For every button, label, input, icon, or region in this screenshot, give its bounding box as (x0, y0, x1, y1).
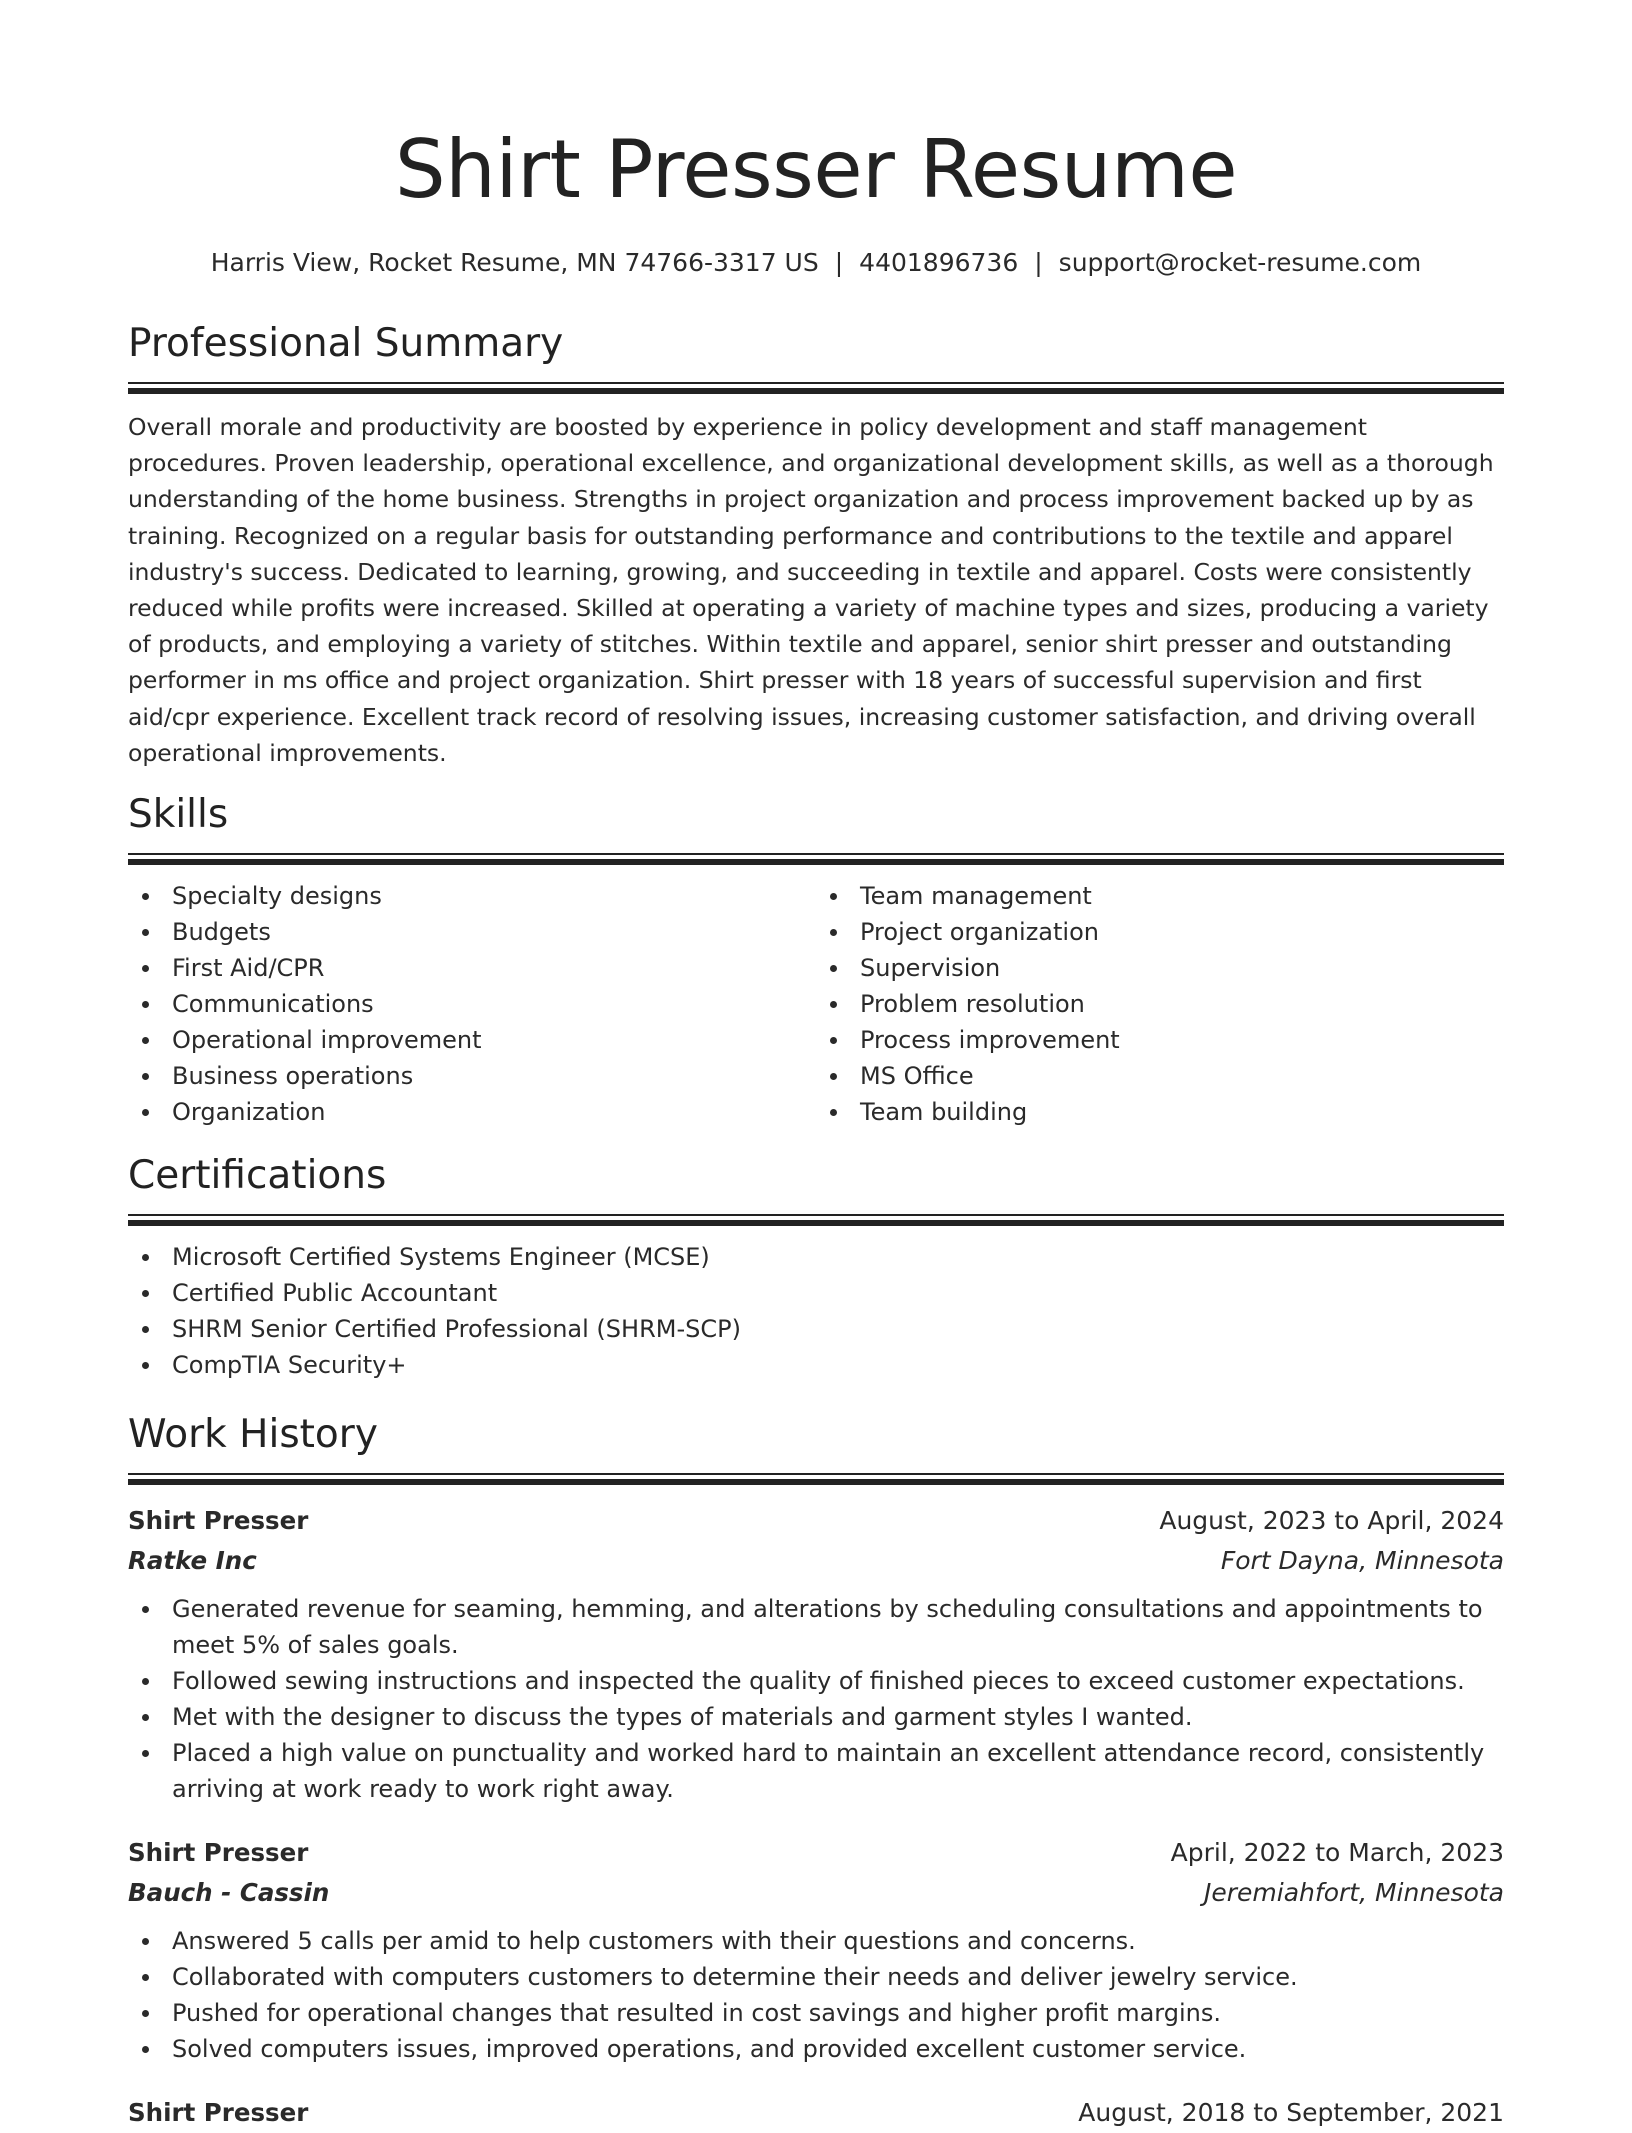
job-dates: April, 2022 to March, 2023 (1170, 1838, 1504, 1868)
job-bullet: Followed sewing instructions and inspected the quality of finished pieces to exceed customer expectations. (128, 1663, 1504, 1699)
skill-item: Communications (128, 986, 816, 1022)
job-bullet: Pushed for operational changes that resulted in cost savings and higher profit margins. (128, 1995, 1504, 2031)
contact-phone: 4401896736 (859, 248, 1019, 277)
section-divider (128, 853, 1504, 865)
certification-item: CompTIA Security+ (128, 1347, 1504, 1383)
contact-email: support@rocket-resume.com (1058, 248, 1422, 277)
section-heading: Work History (128, 1412, 378, 1458)
job-dates: August, 2018 to September, 2021 (1078, 2098, 1504, 2128)
job-title: Shirt Presser (128, 1506, 309, 1536)
skill-item: Business operations (128, 1058, 816, 1094)
job-bullet: Generated revenue for seaming, hemming, and alterations by scheduling consultations and appointments to meet 5% of sales goals. (128, 1591, 1504, 1663)
job-company-row (128, 1873, 1504, 1913)
job-title: Shirt Presser (128, 2098, 309, 2128)
job-company: Ratke Inc (128, 1546, 257, 1576)
section-divider (128, 1473, 1504, 1485)
job-bullet: Solved computers issues, improved operations, and provided excellent customer service. (128, 2031, 1504, 2067)
job-header-row (128, 1501, 1504, 1541)
section-heading: Professional Summary (128, 321, 564, 366)
section-professional-summary (128, 320, 1504, 771)
summary-text: Overall morale and productivity are boosted by experience in policy development and staff management procedures. Proven leadership, operational excellence, and organizational development skills, as well as a thorough understanding of the home business. Strengths in project organization and process improvement backed up by as training. Recognized on a regular basis for outstanding performance and contributions to the textile and apparel industry's success. Dedicated to learning, growing, and succeeding in textile and apparel. Costs were consistently reduced while profits were increased. Skilled at operating a variety of machine types and sizes, producing a variety of products, and employing a variety of stitches. Within textile and apparel, senior shirt presser and outstanding performer in ms office and project organization. Shirt presser with 18 years of successful supervision and first aid/cpr experience. Excellent track record of resolving issues, increasing customer satisfaction, and driving overall operational improvements. (128, 413, 1494, 767)
skill-item: Problem resolution (816, 986, 1504, 1022)
skill-item: Process improvement (816, 1022, 1504, 1058)
skill-item: Budgets (128, 914, 816, 950)
skill-item: Specialty designs (128, 878, 816, 914)
job-title: Shirt Presser (128, 1838, 309, 1868)
skill-item: Supervision (816, 950, 1504, 986)
contact-separator: | (1034, 248, 1043, 277)
job-location: Fort Dayna, Minnesota (1220, 1546, 1504, 1576)
section-certifications (128, 1152, 1504, 1383)
certification-item: Microsoft Certified Systems Engineer (MCSE) (128, 1239, 1504, 1275)
job-bullet: Met with the designer to discuss the types of materials and garment styles I wanted. (128, 1699, 1504, 1735)
contact-separator: | (834, 248, 844, 277)
skills-list-left (128, 878, 816, 1130)
job-dates: August, 2023 to April, 2024 (1159, 1506, 1504, 1536)
section-divider (128, 382, 1504, 394)
contact-line (128, 246, 1504, 280)
section-heading: Certifications (128, 1153, 387, 1199)
job-company-row (128, 1541, 1504, 1581)
job-bullets (128, 1923, 1504, 2067)
job-company: Bauch - Cassin (128, 1878, 330, 1908)
jobs-container (128, 1501, 1504, 2133)
skill-item: Organization (128, 1094, 816, 1130)
section-work-history (128, 1411, 1504, 2133)
skill-item: MS Office (816, 1058, 1504, 1094)
job-location: Jeremiahfort, Minnesota (1204, 1878, 1504, 1908)
job-header-row (128, 1833, 1504, 1873)
job-bullet: Placed a high value on punctuality and worked hard to maintain an excellent attendance record, consistently arriving at work ready to work right away. (128, 1735, 1504, 1807)
skills-columns (128, 878, 1504, 1130)
certifications-list (128, 1239, 1504, 1383)
job-bullets (128, 1591, 1504, 1807)
job-header-row (128, 2093, 1504, 2133)
job-entry (128, 1833, 1504, 2067)
job-entry (128, 2093, 1504, 2133)
certification-item: Certified Public Accountant (128, 1275, 1504, 1311)
section-skills (128, 791, 1504, 1130)
job-bullet: Collaborated with computers customers to determine their needs and deliver jewelry service. (128, 1959, 1504, 1995)
section-divider (128, 1214, 1504, 1226)
skill-item: Operational improvement (128, 1022, 816, 1058)
job-bullet: Answered 5 calls per amid to help customers with their questions and concerns. (128, 1923, 1504, 1959)
skill-item: Team management (816, 878, 1504, 914)
resume-title: Shirt Presser Resume (394, 123, 1238, 216)
skills-list-right (816, 878, 1504, 1130)
section-heading: Skills (128, 792, 229, 838)
contact-address: Harris View, Rocket Resume, MN 74766-3317 US (210, 248, 819, 277)
skill-item: First Aid/CPR (128, 950, 816, 986)
certification-item: SHRM Senior Certified Professional (SHRM-SCP) (128, 1311, 1504, 1347)
skill-item: Team building (816, 1094, 1504, 1130)
job-entry (128, 1501, 1504, 1807)
skill-item: Project organization (816, 914, 1504, 950)
